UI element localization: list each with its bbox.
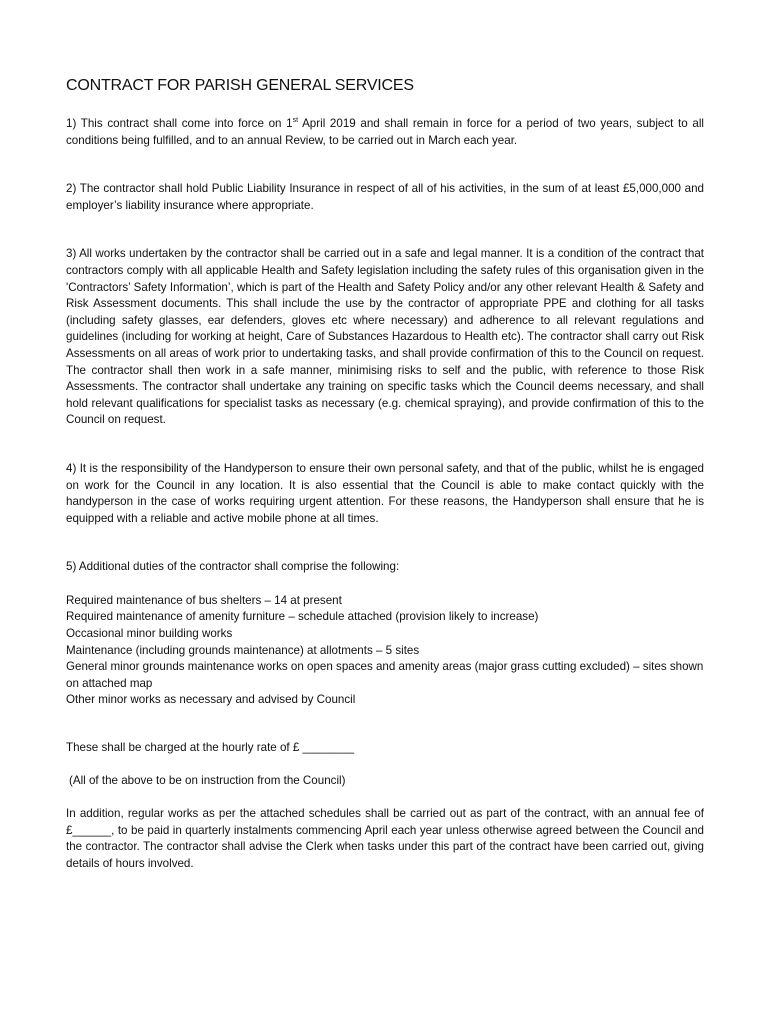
clause-1-text-end: April 2019 and shall remain in force for a period of two years, subject to all conditions being fulfilled, and to an annual Review, to be carried out in March each year. xyxy=(66,117,704,147)
hourly-rate-line: These shall be charged at the hourly rate of £ ________ xyxy=(66,741,355,755)
clause-2: 2) The contractor shall hold Public Liability Insurance in respect of all of his activities, in the sum of at least £5,000,000 and employer’s liability insurance where appropriate. xyxy=(66,182,704,212)
duty-item: Required maintenance of amenity furniture – schedule attached (provision likely to increase) xyxy=(66,610,539,624)
duty-item: Required maintenance of bus shelters – 14 at present xyxy=(66,593,342,607)
duty-item: General minor grounds maintenance works on open spaces and amenity areas (major grass cutting excluded) – sites shown on attached map xyxy=(66,660,704,690)
duty-item: Occasional minor building works xyxy=(66,627,233,641)
duty-item: Maintenance (including grounds maintenance) at allotments – 5 sites xyxy=(66,643,420,657)
duties-list xyxy=(66,593,704,709)
clause-1-text-start: 1) This contract shall come into force on 1 xyxy=(66,117,293,130)
instruction-note: (All of the above to be on instruction from the Council) xyxy=(69,773,346,787)
closing-paragraph: In addition, regular works as per the attached schedules shall be carried out as part of the contract, with an annual fee of £______, to be paid in quarterly instalments commencing April each year unless otherwise agreed between the Council and the contractor. The contractor shall advise the Clerk when tasks under this part of the contract have been carried out, giving details of hours involved. xyxy=(66,807,704,870)
duty-item: Other minor works as necessary and advised by Council xyxy=(66,693,356,707)
clause-5-intro: 5) Additional duties of the contractor shall comprise the following: xyxy=(66,560,400,574)
clause-3: 3) All works undertaken by the contractor shall be carried out in a safe and legal manner. It is a condition of the contract that contractors comply with all applicable Health and Safety legislation including the safety rules of this organisation given in the 'Contractors’ Safety Information’, which is part of the Health and Safety Policy and/or any other relevant Health & Safety and Risk Assessment documents. This shall include the use by the contractor of appropriate PPE and clothing for all tasks (including safety glasses, ear defenders, gloves etc where necessary) and adherence to all relevant regulations and guidelines (including for working at height, Care of Substances Hazardous to Health etc). The contractor shall carry out Risk Assessments on all areas of work prior to undertaking tasks, and shall provide confirmation of this to the Council on request. The contractor shall then work in a safe manner, minimising risks to self and the public, with reference to those Risk Assessments. The contractor shall undertake any training on specific tasks which the Council deems necessary, and shall hold relevant qualifications for specialist tasks as necessary (e.g. chemical spraying), and provide confirmation of this to the Council on request. xyxy=(66,247,704,427)
clause-4: 4) It is the responsibility of the Handyperson to ensure their own personal safety, and that of the public, whilst he is engaged on work for the Council in any location. It is also essential that the Council is able to make contact quickly with the handyperson in the case of works requiring urgent attention. For these reasons, the Handyperson shall ensure that he is equipped with a reliable and active mobile phone at all times. xyxy=(66,461,704,525)
clause-1-ordinal-suffix: st xyxy=(292,117,299,125)
clause-1 xyxy=(66,116,704,149)
document-title: CONTRACT FOR PARISH GENERAL SERVICES xyxy=(66,77,414,94)
